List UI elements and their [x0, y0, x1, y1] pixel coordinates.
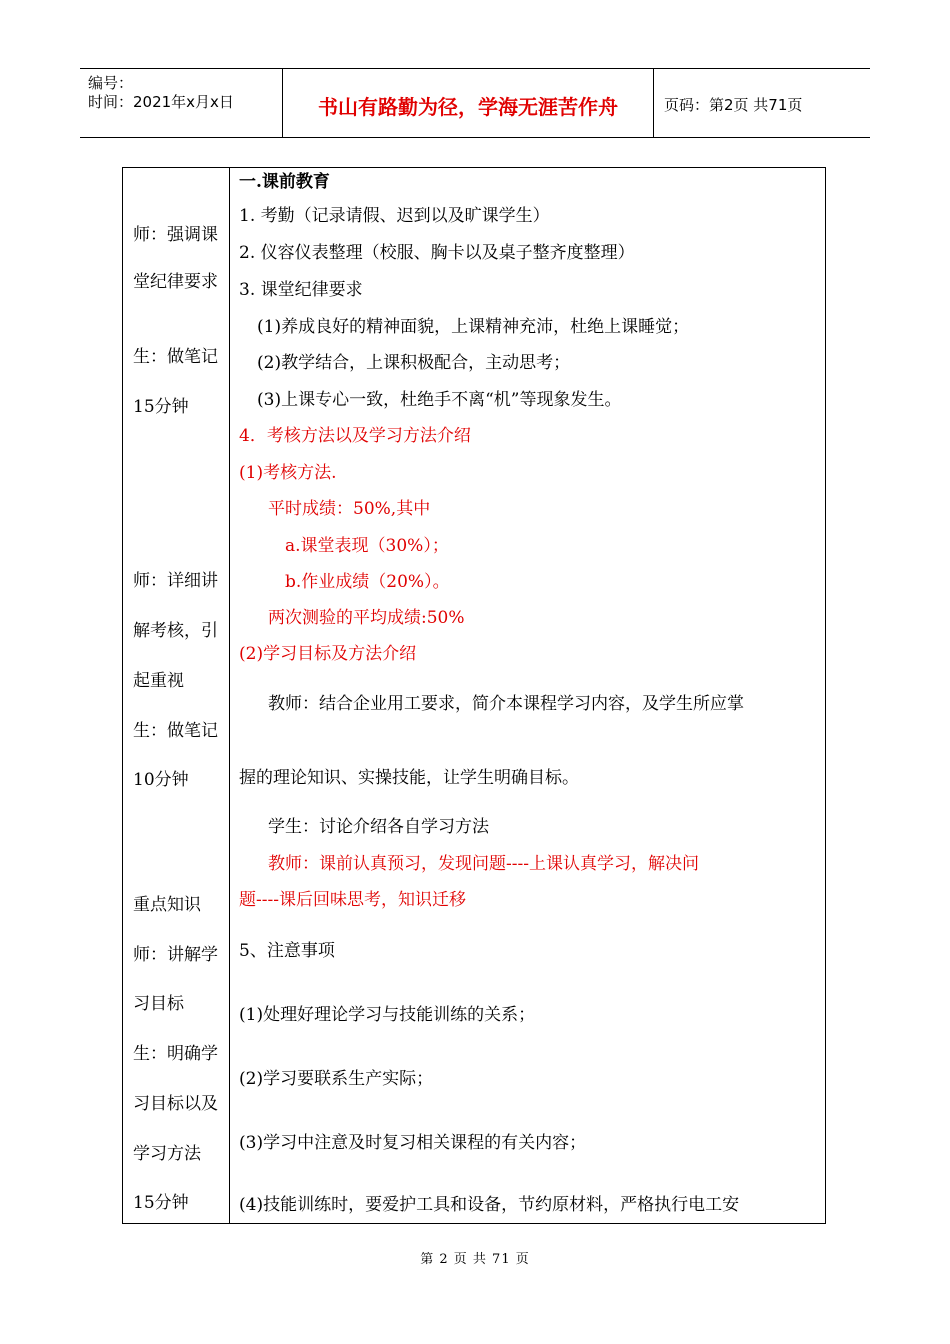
content-line: (2)学习目标及方法介绍	[239, 644, 417, 664]
content-line: (1)考核方法.	[239, 463, 337, 483]
content-line: b.作业成绩（20%）。	[285, 572, 450, 592]
left-note: 师：讲解学	[133, 945, 218, 965]
content-line: 学生：讨论介绍各自学习方法	[268, 817, 489, 837]
lesson-table	[122, 167, 826, 1224]
header-right-cell	[654, 69, 870, 137]
left-note: 15分钟	[133, 1193, 189, 1213]
content-line: (3)学习中注意及时复习相关课程的有关内容；	[239, 1133, 587, 1153]
left-note: 10分钟	[133, 770, 189, 790]
left-note: 堂纪律要求	[133, 272, 218, 292]
header-left-cell	[80, 69, 283, 137]
left-note: 习目标	[133, 994, 184, 1014]
left-note: 重点知识	[133, 895, 201, 915]
left-note: 学习方法	[133, 1144, 201, 1164]
content-line: 两次测验的平均成绩:50%	[268, 608, 465, 628]
content-line: 2. 仪容仪表整理（校服、胸卡以及桌子整齐度整理）	[239, 243, 635, 263]
page-footer: 第 2 页 共 71 页	[420, 1252, 530, 1267]
left-note: 师：强调课	[133, 225, 218, 245]
column-divider	[229, 168, 230, 1223]
left-note: 生：做笔记	[133, 721, 218, 741]
left-note: 起重视	[133, 671, 184, 691]
content-line: (1)养成良好的精神面貌，上课精神充沛，杜绝上课睡觉；	[257, 317, 690, 337]
section-heading: 一.课前教育	[239, 172, 330, 192]
left-note: 生：明确学	[133, 1044, 218, 1064]
content-line: 1. 考勤（记录请假、迟到以及旷课学生）	[239, 206, 550, 226]
content-line: (2)学习要联系生产实际；	[239, 1069, 434, 1089]
document-time: 时间：2021年x月x日	[88, 93, 234, 111]
content-line: 教师：结合企业用工要求，简介本课程学习内容，及学生所应掌	[268, 694, 744, 714]
content-line: 3. 课堂纪律要求	[239, 280, 363, 300]
left-note: 师：详细讲	[133, 571, 218, 591]
left-note: 习目标以及	[133, 1094, 218, 1114]
left-note: 15分钟	[133, 397, 189, 417]
header-middle-cell	[283, 69, 654, 137]
content-line: 平时成绩：50%,其中	[268, 499, 431, 519]
content-line: (2)教学结合，上课积极配合，主动思考；	[257, 353, 571, 373]
content-line: 5、注意事项	[239, 941, 335, 961]
content-line: (1)处理好理论学习与技能训练的关系；	[239, 1005, 536, 1025]
document-code-label: 编号：	[88, 74, 134, 92]
page-header	[80, 68, 870, 138]
content-line: 教师：课前认真预习，发现问题----上课认真学习，解决问	[268, 854, 699, 874]
content-line: a.课堂表现（30%）；	[285, 536, 449, 556]
content-line: (3)上课专心一致，杜绝手不离“机”等现象发生。	[257, 390, 622, 410]
content-line: 4．考核方法以及学习方法介绍	[239, 426, 471, 446]
content-line: 题----课后回味思考，知识迁移	[239, 890, 466, 910]
header-motto: 书山有路勤为径，学海无涯苦作舟	[318, 95, 618, 119]
content-line: 握的理论知识、实操技能，让学生明确目标。	[239, 768, 579, 788]
content-line: (4)技能训练时，要爱护工具和设备，节约原材料，严格执行电工安	[239, 1195, 740, 1215]
left-note: 生：做笔记	[133, 347, 218, 367]
left-note: 解考核，引	[133, 621, 218, 641]
header-page-info: 页码：第2页 共71页	[664, 96, 803, 114]
